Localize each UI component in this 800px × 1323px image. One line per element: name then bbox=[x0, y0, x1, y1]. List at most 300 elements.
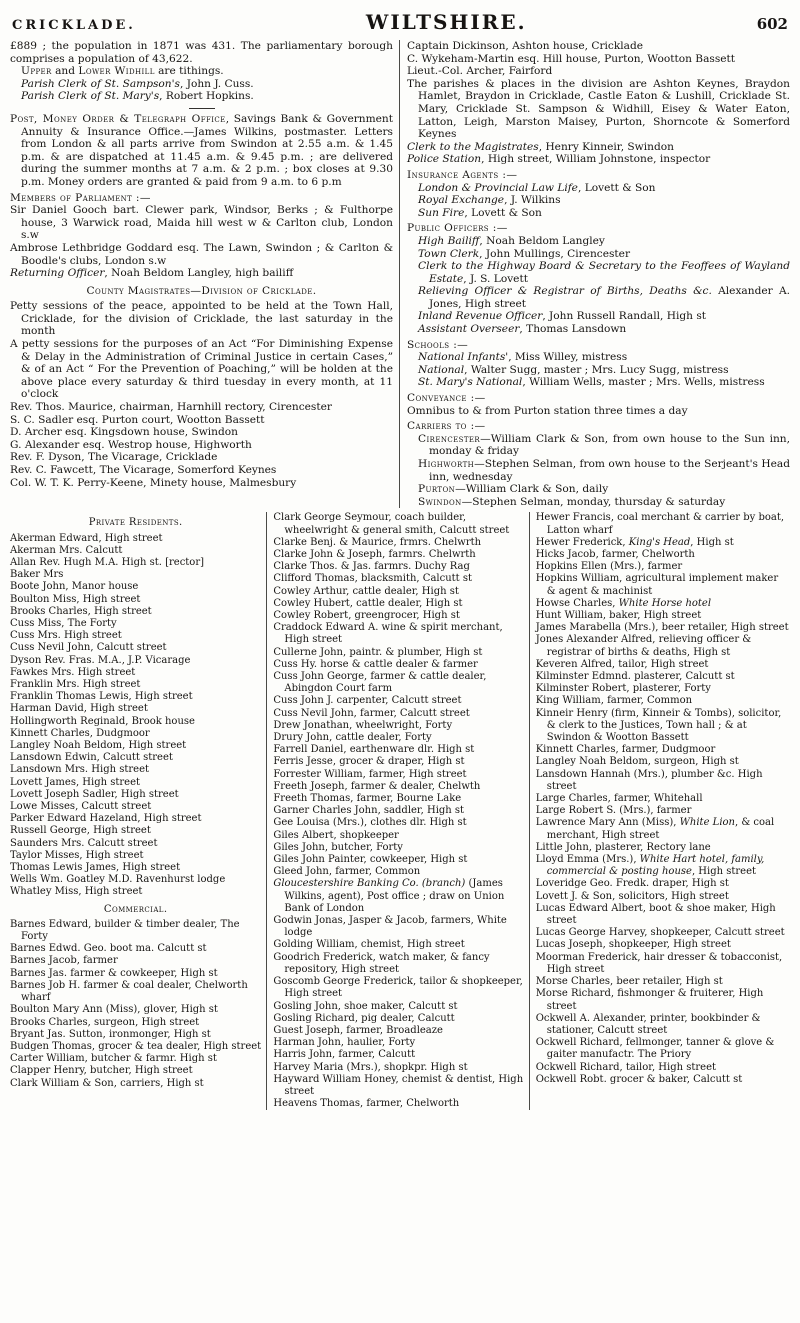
directory-entry bbox=[536, 708, 790, 745]
directory-entry bbox=[407, 194, 790, 207]
directory-entry bbox=[10, 777, 261, 789]
text-segment: Police Station bbox=[407, 153, 482, 166]
directory-entry bbox=[536, 659, 790, 671]
text-segment: Giles Albert, shopkeeper bbox=[273, 829, 399, 841]
text-segment: Bryant Jas. Sutton, ironmonger, High st bbox=[10, 1028, 211, 1040]
text-segment: Carriers to :— bbox=[407, 420, 486, 433]
text-segment: Town Clerk bbox=[418, 247, 480, 260]
text-segment: Akerman Edward, High street bbox=[10, 532, 163, 544]
directory-entry bbox=[10, 401, 393, 414]
text-segment: Little John, plasterer, Rectory lane bbox=[535, 841, 711, 853]
text-segment: Swindon bbox=[418, 495, 462, 508]
directory-entry bbox=[10, 242, 393, 267]
directory-entry bbox=[536, 1062, 790, 1074]
directory-entry bbox=[536, 988, 790, 1012]
directory-entry bbox=[536, 1037, 790, 1061]
directory-entry bbox=[273, 1049, 524, 1061]
text-segment: Barnes Jas. farmer & cowkeeper, High st bbox=[10, 967, 218, 979]
directory-entry bbox=[10, 618, 261, 630]
directory-entry bbox=[536, 622, 790, 634]
text-segment: Private Residents. bbox=[88, 517, 183, 529]
text-segment: Taylor Misses, High street bbox=[10, 849, 144, 861]
text-segment: Barnes Job H. farmer & coal dealer, Chelworth wharf bbox=[10, 979, 248, 1004]
text-segment: Hicks Jacob, farmer, Chelworth bbox=[535, 548, 695, 560]
text-segment: S. C. Sadler esq. Purton court, Wootton Bassett bbox=[10, 413, 265, 426]
text-segment: High Bailiff bbox=[418, 234, 480, 247]
directory-entry bbox=[10, 980, 261, 1004]
text-segment: Gee Louisa (Mrs.), clothes dlr. High st bbox=[273, 817, 467, 829]
text-segment: are tithings. bbox=[154, 65, 224, 78]
directory-entry bbox=[10, 569, 261, 581]
text-segment: Gleed John, farmer, Common bbox=[273, 866, 421, 878]
text-segment: Schools :— bbox=[407, 338, 469, 351]
directory-entry bbox=[10, 533, 261, 545]
text-segment: Lovett Joseph Sadler, High street bbox=[10, 788, 179, 800]
text-segment: , William Wells, master ; Mrs. Wells, mistress bbox=[522, 376, 765, 389]
directory-entry bbox=[10, 862, 261, 874]
text-segment: Langley Noah Beldom, High street bbox=[10, 740, 187, 752]
directory-entry bbox=[273, 561, 524, 573]
text-segment: Ockwell A. Alexander, printer, bookbinder & stationer, Calcutt street bbox=[535, 1012, 761, 1036]
text-segment: Moorman Frederick, hair dresser & tobacconist, High street bbox=[535, 951, 783, 975]
text-segment: —Stephen Selman, monday, thursday & saturday bbox=[461, 495, 726, 508]
directory-entry bbox=[10, 1017, 261, 1029]
text-segment: Members of Parliament :— bbox=[10, 191, 151, 204]
text-segment: Cuss John J. carpenter, Calcutt street bbox=[273, 695, 462, 707]
running-header bbox=[10, 8, 790, 40]
bottom-three-column-section bbox=[10, 512, 790, 1110]
section-heading bbox=[407, 339, 790, 352]
directory-entry bbox=[273, 695, 524, 707]
text-segment: Highworth bbox=[418, 458, 475, 470]
text-segment: Thomas Lewis James, High street bbox=[10, 862, 181, 874]
directory-entry bbox=[273, 598, 524, 610]
section-heading bbox=[407, 169, 790, 182]
bottom-left-column bbox=[10, 512, 266, 1110]
directory-entry bbox=[10, 90, 393, 103]
text-segment: Kinnett Charles, farmer, Dudgmoor bbox=[535, 744, 716, 756]
top-right-column bbox=[399, 40, 790, 508]
text-segment: Inland Revenue Officer bbox=[418, 310, 543, 323]
directory-entry bbox=[273, 732, 524, 744]
text-segment: Cowley Arthur, cattle dealer, High st bbox=[273, 585, 459, 597]
directory-entry bbox=[10, 968, 261, 980]
text-segment: Large Robert S. (Mrs.), farmer bbox=[535, 805, 692, 817]
text-segment: Brooks Charles, High street bbox=[10, 605, 152, 617]
text-segment: A petty sessions for the purposes of an Act “For Diminishing Expense & Delay in the Administration of Criminal Justice in certain Cases,” & of an Act “ For the Prevention of Poaching,” will be holden at the above place every saturday & third tuesday in every month, at 11 o'clock bbox=[10, 338, 393, 401]
text-segment: —William Clark & Son, from own house to the Sun inn, monday & friday bbox=[429, 432, 790, 458]
text-segment: Golding William, chemist, High street bbox=[273, 939, 465, 951]
text-segment: Gosling Richard, pig dealer, Calcutt bbox=[273, 1012, 455, 1024]
text-segment: Gloucestershire Banking Co. (branch) bbox=[273, 878, 466, 890]
text-segment: Gosling John, shoe maker, Calcutt st bbox=[273, 1000, 458, 1012]
text-segment: —Stephen Selman, from own house to the Serjeant's Head inn, wednesday bbox=[429, 458, 790, 483]
text-segment: Kinneir Henry (firm, Kinneir & Tombs), solicitor, & clerk to the Justices, Town hall ; & at Swindon & Wootton Bassett bbox=[535, 707, 782, 744]
directory-entry bbox=[10, 1053, 261, 1065]
text-segment: Upper bbox=[21, 65, 52, 78]
text-segment: Insurance Agents :— bbox=[407, 168, 518, 181]
directory-entry bbox=[273, 1098, 524, 1110]
text-segment: , John J. Cuss. bbox=[179, 77, 254, 90]
directory-entry bbox=[10, 1029, 261, 1041]
text-segment: Petty sessions of the peace, appointed to be held at the Town Hall, Cricklade, for the division of Cricklade, the last saturday in the month bbox=[10, 300, 393, 338]
directory-entry bbox=[407, 364, 790, 377]
text-segment: Lansdown Mrs. High street bbox=[10, 764, 150, 776]
directory-entry bbox=[536, 683, 790, 695]
text-segment: Barnes Edward, builder & timber dealer, The Forty bbox=[10, 918, 240, 943]
divider-rule bbox=[189, 107, 215, 109]
text-segment: Lloyd Emma (Mrs.), bbox=[535, 854, 640, 866]
directory-entry bbox=[273, 939, 524, 951]
text-segment: , High st bbox=[690, 536, 734, 548]
text-segment: Purton bbox=[418, 483, 456, 496]
directory-entry bbox=[536, 512, 790, 536]
text-segment: Carter William, butcher & farmr. High st bbox=[10, 1053, 217, 1065]
text-segment: G. Alexander esq. Westrop house, Highworth bbox=[10, 438, 252, 451]
text-segment: —William Clark & Son, daily bbox=[455, 483, 609, 496]
directory-entry bbox=[536, 537, 790, 549]
text-segment: Lawrence Mary Ann (Miss), bbox=[535, 817, 680, 829]
text-segment: County Magistrates—Division of Cricklade. bbox=[86, 284, 317, 297]
directory-entry bbox=[407, 40, 790, 53]
directory-entry bbox=[10, 752, 261, 764]
directory-entry bbox=[536, 634, 790, 658]
text-segment: Hewer Frederick, bbox=[535, 536, 629, 548]
text-segment: Lovett James, High street bbox=[10, 776, 141, 788]
text-segment: Clark William & Son, carriers, High st bbox=[10, 1077, 204, 1089]
directory-entry bbox=[273, 756, 524, 768]
text-segment: Col. W. T. K. Perry-Keene, Minety house, Malmesbury bbox=[10, 476, 297, 489]
text-segment: , J. S. Lovett bbox=[463, 272, 528, 285]
text-segment: Cuss Mrs. High street bbox=[10, 630, 122, 642]
directory-entry bbox=[10, 113, 393, 189]
section-heading bbox=[10, 904, 261, 916]
section-heading bbox=[407, 420, 790, 433]
text-segment: Budgen Thomas, grocer & tea dealer, High street bbox=[10, 1040, 262, 1052]
text-segment: Hopkins William, agricultural implement maker & agent & machinist bbox=[535, 573, 779, 597]
directory-entry bbox=[10, 545, 261, 557]
directory-entry bbox=[10, 65, 393, 78]
text-segment: Baker Mrs bbox=[10, 569, 64, 581]
directory-entry bbox=[273, 1001, 524, 1013]
text-segment: Franklin Mrs. High street bbox=[10, 679, 141, 691]
text-segment: Kinnett Charles, Dudgmoor bbox=[10, 727, 150, 739]
text-segment: Boulton Mary Ann (Miss), glover, High st bbox=[10, 1004, 218, 1016]
text-segment: Conveyance :— bbox=[407, 392, 486, 405]
text-segment: Clarke Thos. & Jas. farmrs. Duchy Rag bbox=[273, 561, 470, 573]
text-segment: Ockwell Robt. grocer & baker, Calcutt st bbox=[535, 1073, 743, 1085]
text-segment: Parish Clerk of St. Sampson's bbox=[21, 77, 180, 90]
text-segment: Ambrose Lethbridge Goddard esq. The Lawn, Swindon ; & Carlton & Boodle's clubs, London s.w bbox=[10, 241, 393, 267]
text-segment: Clerk to the Magistrates bbox=[407, 140, 539, 153]
directory-entry bbox=[407, 458, 790, 483]
text-segment: Cowley Hubert, cattle dealer, High st bbox=[273, 597, 463, 609]
directory-entry bbox=[273, 1062, 524, 1074]
text-segment: Hayward William Honey, chemist & dentist, High street bbox=[273, 1073, 524, 1097]
directory-entry bbox=[10, 801, 261, 813]
directory-entry bbox=[536, 769, 790, 793]
text-segment: Parish Clerk of St. Mary's bbox=[21, 90, 160, 103]
text-segment: National Infants' bbox=[418, 351, 509, 364]
section-heading bbox=[10, 285, 393, 298]
directory-entry bbox=[536, 805, 790, 817]
directory-entry bbox=[536, 842, 790, 854]
text-segment: Giles John, butcher, Forty bbox=[273, 841, 403, 853]
directory-entry bbox=[407, 235, 790, 248]
directory-entry bbox=[10, 691, 261, 703]
directory-entry bbox=[273, 659, 524, 671]
directory-entry bbox=[10, 813, 261, 825]
text-segment: Harman John, haulier, Forty bbox=[273, 1037, 416, 1049]
directory-entry bbox=[273, 830, 524, 842]
directory-entry bbox=[407, 182, 790, 195]
directory-entry bbox=[273, 708, 524, 720]
directory-entry bbox=[273, 573, 524, 585]
directory-entry bbox=[273, 744, 524, 756]
directory-entry bbox=[407, 248, 790, 261]
text-segment: , Lovett & Son bbox=[577, 181, 656, 194]
text-segment: Drury John, cattle dealer, Forty bbox=[273, 732, 432, 744]
directory-entry bbox=[10, 955, 261, 967]
text-segment: White Lion bbox=[679, 817, 735, 829]
directory-entry bbox=[10, 606, 261, 618]
directory-entry bbox=[10, 414, 393, 427]
top-left-column bbox=[10, 40, 399, 508]
text-segment: Jones Alexander Alfred, relieving officer & registrar of births & deaths, High st bbox=[535, 634, 752, 658]
text-segment: Clerk to the Highway Board & Secretary to the Feoffees of Wayland Estate bbox=[418, 260, 790, 285]
text-segment: Fawkes Mrs. High street bbox=[10, 666, 136, 678]
directory-entry bbox=[407, 65, 790, 78]
directory-entry bbox=[10, 764, 261, 776]
text-segment: , Thomas Lansdown bbox=[519, 323, 627, 336]
directory-entry bbox=[273, 1037, 524, 1049]
directory-entry bbox=[10, 850, 261, 862]
directory-entry bbox=[273, 817, 524, 829]
text-segment: Relieving Officer & Registrar of Births, Deaths &c. bbox=[418, 285, 712, 298]
directory-entry bbox=[407, 141, 790, 154]
directory-entry bbox=[407, 78, 790, 141]
text-segment: Rev. F. Dyson, The Vicarage, Cricklade bbox=[10, 451, 218, 464]
section-heading bbox=[407, 392, 790, 405]
text-segment: Barnes Edwd. Geo. boot ma. Calcutt st bbox=[10, 943, 207, 955]
directory-entry bbox=[10, 267, 393, 280]
directory-entry bbox=[273, 1025, 524, 1037]
text-segment: Cowley Robert, greengrocer, High st bbox=[273, 610, 460, 621]
text-segment: Loveridge Geo. Fredk. draper, High st bbox=[535, 878, 729, 890]
directory-entry bbox=[273, 793, 524, 805]
directory-entry bbox=[407, 323, 790, 336]
text-segment: Akerman Mrs. Calcutt bbox=[10, 544, 123, 556]
text-segment: Langley Noah Beldom, surgeon, High st bbox=[535, 756, 739, 768]
text-segment: , Henry Kinneir, Swindon bbox=[538, 140, 674, 153]
directory-entry bbox=[407, 483, 790, 496]
text-segment: Drew Jonathan, wheelwright, Forty bbox=[273, 719, 453, 731]
text-segment: Russell George, High street bbox=[10, 825, 151, 837]
text-segment: , John Russell Randall, High st bbox=[542, 310, 707, 323]
directory-entry bbox=[273, 915, 524, 939]
text-segment: , Savings Bank & Government Annuity & Insurance Office.—James Wilkins, postmaster. Letters from London & all parts arrive from Swindon at 2.55 a.m. & 1.45 p.m. & are dispatched at 11.45 a.m. & 9.45 p.m. ; are delivered during the summer months at 7 a.m. & 2 p.m. ; box closes at 9.30 p.m. Money orders are granted & paid from 9 a.m. to 6 p.m bbox=[21, 112, 393, 188]
text-segment: Clark George Seymour, coach builder, wheelwright & general smith, Calcutt street bbox=[273, 512, 510, 536]
directory-entry bbox=[407, 53, 790, 66]
text-segment: Lowe Misses, Calcutt street bbox=[10, 801, 152, 813]
text-segment: , J. Wilkins bbox=[504, 194, 561, 207]
text-segment: Harris John, farmer, Calcutt bbox=[273, 1049, 416, 1061]
directory-entry bbox=[10, 477, 393, 490]
text-segment: Sir Daniel Gooch bart. Clewer park, Windsor, Berks ; & Fulthorpe house, 3 Warwick road, Maida hill west w & Carlton club, London s.w bbox=[10, 204, 393, 242]
directory-entry bbox=[273, 781, 524, 793]
text-segment: Ockwell Richard, tailor, High street bbox=[535, 1061, 717, 1073]
text-segment: Clapper Henry, butcher, High street bbox=[10, 1065, 193, 1077]
text-segment: Lansdown Hannah (Mrs.), plumber &c. High street bbox=[535, 768, 763, 792]
text-segment: Lucas George Harvey, shopkeeper, Calcutt street bbox=[535, 927, 785, 939]
text-segment: Clarke Benj. & Maurice, frmrs. Chelwrth bbox=[273, 536, 482, 548]
text-segment: , John Mullings, Cirencester bbox=[479, 247, 631, 260]
text-segment: Cuss Hy. horse & cattle dealer & farmer bbox=[273, 658, 478, 670]
text-segment: Lovett J. & Son, solicitors, High street bbox=[535, 890, 729, 902]
directory-entry bbox=[536, 793, 790, 805]
directory-entry bbox=[536, 878, 790, 890]
text-segment: Franklin Thomas Lewis, High street bbox=[10, 691, 193, 703]
directory-entry bbox=[10, 642, 261, 654]
text-segment: Harman David, High street bbox=[10, 703, 148, 715]
directory-entry bbox=[10, 1078, 261, 1090]
text-segment: Cuss Nevil John, Calcutt street bbox=[10, 642, 167, 654]
directory-entry bbox=[273, 537, 524, 549]
directory-entry bbox=[10, 679, 261, 691]
directory-entry bbox=[273, 647, 524, 659]
directory-entry bbox=[536, 598, 790, 610]
text-segment: Parker Edward Hazeland, High street bbox=[10, 813, 202, 825]
text-segment: National bbox=[418, 363, 465, 376]
directory-entry bbox=[10, 439, 393, 452]
text-segment: The parishes & places in the division are Ashton Keynes, Braydon Hamlet, Braydon in Cricklade, Castle Eaton & Lushill, Cricklade St. Mary, Cricklade St. Sampson & Widhill, Eisey & Water Eaton, Latton, Leigh, Marston Maisey, Purton, Shorncote & Somerford Keynes bbox=[407, 77, 790, 141]
text-segment: Keveren Alfred, tailor, High street bbox=[535, 658, 709, 670]
directory-entry bbox=[10, 594, 261, 606]
directory-entry bbox=[407, 260, 790, 285]
directory-entry bbox=[10, 557, 261, 569]
top-two-column-section bbox=[10, 40, 790, 508]
directory-entry bbox=[10, 300, 393, 338]
directory-entry bbox=[273, 842, 524, 854]
text-segment: Boulton Miss, High street bbox=[10, 593, 141, 605]
directory-entry bbox=[536, 671, 790, 683]
directory-entry bbox=[10, 426, 393, 439]
text-segment: Freeth Joseph, farmer & dealer, Chelwth bbox=[273, 780, 481, 792]
text-segment: and bbox=[51, 65, 79, 78]
directory-entry bbox=[273, 805, 524, 817]
page-number: 602 bbox=[756, 15, 788, 33]
text-segment: Lieut.-Col. Archer, Fairford bbox=[407, 65, 553, 78]
text-segment: Clifford Thomas, blacksmith, Calcutt st bbox=[273, 573, 473, 585]
directory-entry bbox=[407, 376, 790, 389]
text-segment: Godwin Jonas, Jasper & Jacob, farmers, White lodge bbox=[273, 915, 507, 939]
directory-entry bbox=[273, 1074, 524, 1098]
text-segment: Post, Money Order & Telegraph Office bbox=[10, 112, 226, 125]
directory-entry bbox=[536, 756, 790, 768]
text-segment: Cirencester bbox=[418, 432, 481, 445]
directory-entry bbox=[536, 854, 790, 878]
text-segment: King William, farmer, Common bbox=[535, 695, 693, 707]
section-heading bbox=[10, 517, 261, 529]
text-segment: White Horse hotel bbox=[618, 597, 712, 609]
directory-entry bbox=[536, 695, 790, 707]
text-segment: Whatley Miss, High street bbox=[10, 886, 143, 898]
text-segment: C. Wykeham-Martin esq. Hill house, Purton, Wootton Bassett bbox=[407, 52, 736, 65]
directory-entry bbox=[536, 561, 790, 573]
text-segment: , Robert Hopkins. bbox=[159, 90, 254, 103]
directory-entry bbox=[10, 581, 261, 593]
text-segment: D. Archer esq. Kingsdown house, Swindon bbox=[10, 426, 238, 439]
directory-entry bbox=[10, 204, 393, 242]
directory-entry bbox=[10, 630, 261, 642]
directory-entry bbox=[536, 817, 790, 841]
text-segment: (James Wilkins, agent), Post office ; draw on Union Bank of London bbox=[284, 878, 505, 914]
directory-entry bbox=[10, 1065, 261, 1077]
text-segment: Ockwell Richard, fellmonger, tanner & glove & gaiter manufactr. The Priory bbox=[535, 1037, 775, 1061]
text-segment: Boote John, Manor house bbox=[10, 581, 139, 593]
section-heading bbox=[10, 192, 393, 205]
directory-entry bbox=[407, 405, 790, 418]
directory-entry bbox=[273, 512, 524, 536]
text-segment: , Noah Beldom Langley bbox=[479, 234, 605, 247]
text-segment: Goodrich Frederick, watch maker, & fancy repository, High street bbox=[273, 951, 490, 975]
directory-entry bbox=[10, 838, 261, 850]
text-segment: Garner Charles John, saddler, High st bbox=[273, 805, 465, 817]
directory-entry bbox=[536, 549, 790, 561]
text-segment: Royal Exchange bbox=[418, 194, 505, 207]
text-segment: Alexander A. Jones, High street bbox=[429, 285, 790, 310]
text-segment: Omnibus to & from Purton station three times a day bbox=[407, 404, 688, 417]
directory-entry bbox=[273, 586, 524, 598]
directory-entry bbox=[407, 351, 790, 364]
directory-entry bbox=[273, 769, 524, 781]
text-segment: King's Head bbox=[628, 536, 691, 548]
text-segment: Farrell Daniel, earthenware dlr. High st bbox=[273, 744, 475, 756]
text-segment: Hunt William, baker, High street bbox=[535, 610, 702, 621]
directory-entry bbox=[10, 825, 261, 837]
text-segment: Rev. Thos. Maurice, chairman, Harnhill rectory, Cirencester bbox=[10, 401, 332, 414]
text-segment: £889 ; the population in 1871 was 431. The parliamentary borough comprises a population of 43,622. bbox=[10, 40, 393, 65]
running-head-county: WILTSHIRE. bbox=[365, 10, 527, 34]
text-segment: Dyson Rev. Fras. M.A., J.P. Vicarage bbox=[10, 654, 191, 666]
text-segment: , Miss Willey, mistress bbox=[508, 351, 628, 364]
running-head-place: CRICKLADE. bbox=[12, 18, 136, 33]
text-segment: , High street bbox=[691, 866, 757, 878]
directory-entry bbox=[10, 789, 261, 801]
section-heading bbox=[407, 222, 790, 235]
text-segment: Kilminster Edmnd. plasterer, Calcutt st bbox=[535, 671, 735, 683]
text-segment: Ferris Jesse, grocer & draper, High st bbox=[273, 756, 465, 768]
text-segment: Forrester William, farmer, High street bbox=[273, 768, 467, 780]
text-segment: Cuss John George, farmer & cattle dealer, Abingdon Court farm bbox=[273, 671, 487, 695]
directory-entry bbox=[10, 655, 261, 667]
directory-entry bbox=[407, 496, 790, 509]
bottom-middle-column bbox=[266, 512, 528, 1110]
directory-entry bbox=[536, 744, 790, 756]
directory-entry bbox=[536, 952, 790, 976]
text-segment: Cuss Nevil John, farmer, Calcutt street bbox=[273, 707, 470, 719]
directory-entry bbox=[10, 716, 261, 728]
text-segment: Saunders Mrs. Calcutt street bbox=[10, 837, 158, 849]
text-segment: , Lovett & Son bbox=[464, 206, 542, 219]
directory-entry bbox=[10, 451, 393, 464]
directory-entry bbox=[273, 866, 524, 878]
directory-entry bbox=[10, 1041, 261, 1053]
text-segment: Guest Joseph, farmer, Broadleaze bbox=[273, 1024, 443, 1036]
text-segment: Heavens Thomas, farmer, Chelworth bbox=[273, 1098, 460, 1110]
text-segment: Brooks Charles, surgeon, High street bbox=[10, 1016, 200, 1028]
directory-entry bbox=[536, 976, 790, 988]
